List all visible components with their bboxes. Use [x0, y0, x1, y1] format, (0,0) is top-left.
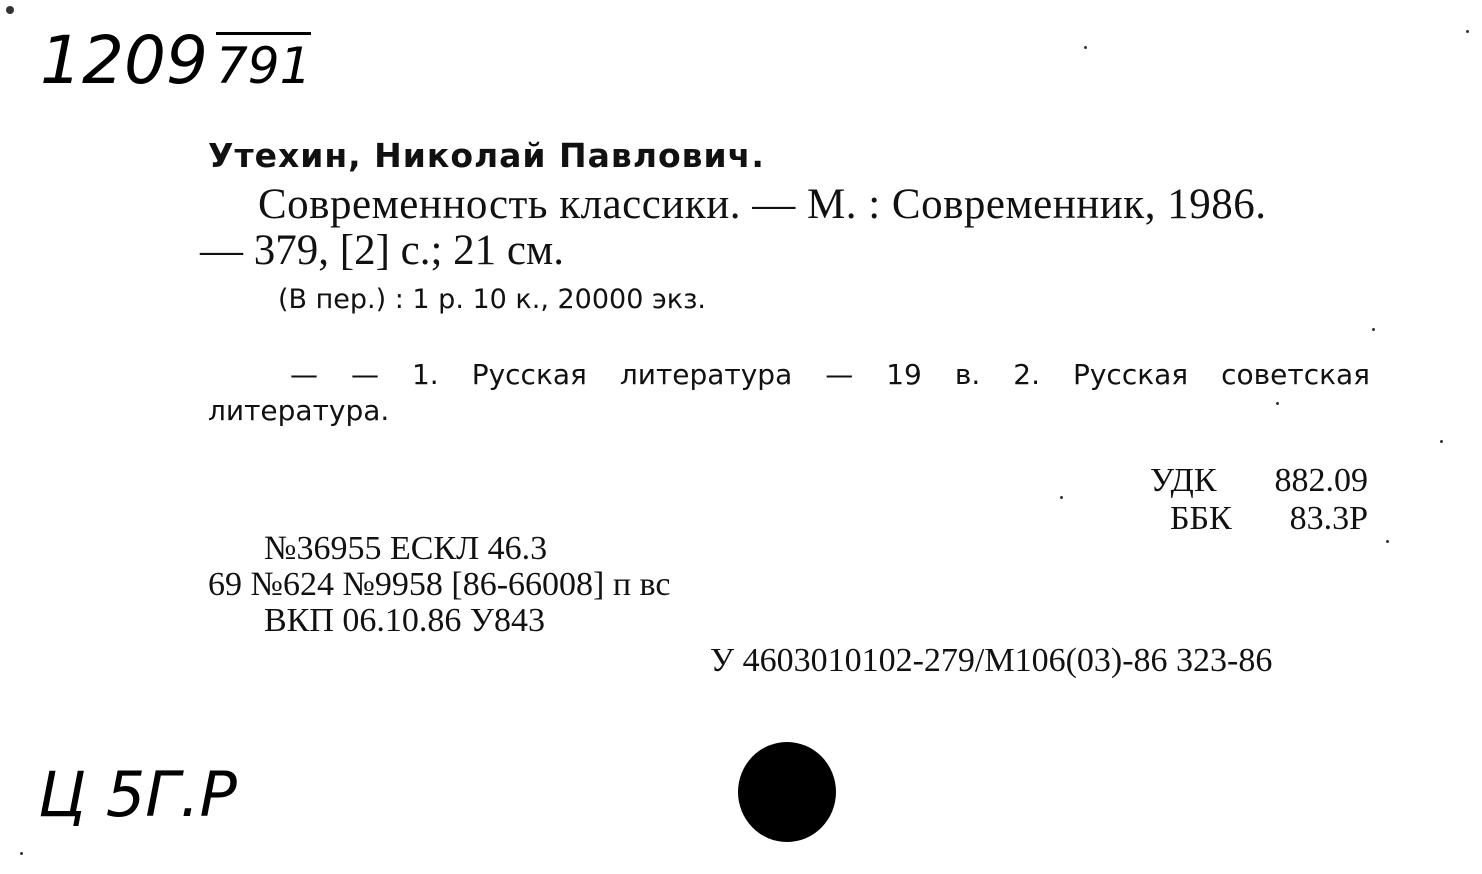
udk-label: УДК	[1150, 462, 1217, 499]
subjects-line-1: — — 1. Русская литература — 19 в. 2. Русская советская	[290, 358, 1370, 391]
bbk-value: 83.3Р	[1289, 500, 1368, 537]
subjects-line-2: литература.	[208, 394, 390, 427]
scan-speck	[6, 6, 14, 14]
scan-speck	[1060, 496, 1063, 499]
title-imprint-line: Современность классики. — М. : Современник, 1986.	[258, 181, 1267, 228]
code-line-3: ВКП 06.10.86 У843	[264, 602, 545, 639]
code-line-1: №36955 ЕСКЛ 46.3	[264, 530, 548, 567]
code-line-2: 69 №624 №9958 [86-66008] п вс	[208, 566, 671, 603]
code-line-4: У 4603010102-279/М106(03)-86 323-86	[710, 642, 1273, 679]
inventory-number-main: 1209	[40, 22, 208, 99]
scan-speck	[20, 852, 23, 855]
shelf-mark: Ц 5Г.Р	[38, 758, 237, 831]
scan-speck	[1440, 440, 1443, 443]
author-heading: Утехин, Николай Павлович.	[208, 136, 765, 175]
scan-speck	[1276, 402, 1279, 405]
bbk-label: ББК	[1170, 500, 1232, 537]
scan-speck	[1466, 30, 1469, 33]
bbk-row	[1170, 500, 1368, 538]
udk-row	[1150, 462, 1368, 500]
udk-value: 882.09	[1274, 462, 1368, 499]
scan-speck	[1084, 46, 1087, 49]
scan-speck	[1386, 540, 1389, 543]
punch-hole	[738, 742, 836, 842]
extent-line: — 379, [2] с.; 21 см.	[200, 227, 564, 274]
inventory-number-suffix: 791	[216, 32, 311, 95]
price-line: (В пер.) : 1 р. 10 к., 20000 экз.	[278, 284, 707, 315]
scan-speck	[1372, 328, 1375, 331]
inventory-number	[40, 22, 311, 99]
